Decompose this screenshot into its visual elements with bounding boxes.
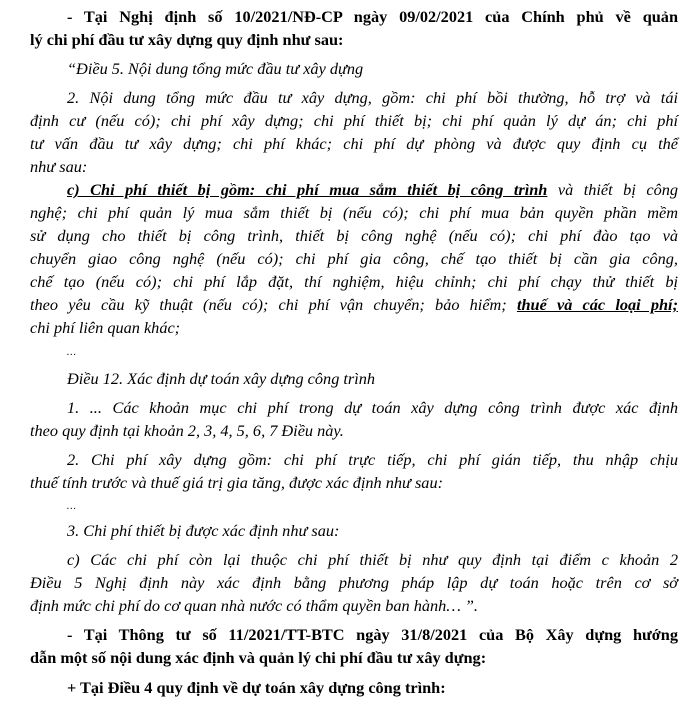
article-5-clause-2-line-1: 2. Nội dung tổng mức đầu tư xây dựng, gồm: chi phí bồi thường, hỗ trợ và tái (67, 88, 678, 107)
point-c-line-1 (67, 179, 678, 201)
point-c-line-5: chế tạo (nếu có); chi phí lắp đặt, thí nghiệm, hiệu chỉnh; chi phí chạy thử thiết bị (30, 272, 678, 291)
point-c-tax-emphasis: thuế và các loại phí; (516, 295, 679, 314)
point-c-line-7: chi phí liên quan khác; (30, 318, 181, 337)
ellipsis-2: … (67, 501, 76, 512)
point-c-line-2: nghệ; chi phí quản lý mua sắm thiết bị (nếu có); chi phí mua bản quyền phần mềm (30, 203, 678, 222)
article-5-clause-2-line-2: định cư (nếu có); chi phí xây dựng; chi phí thiết bị; chi phí quản lý dự án; chi phí (30, 111, 678, 130)
point-c-line-4: chuyển giao công nghệ (nếu có); chi phí gia công, chế tạo thiết bị cần gia công, (30, 249, 678, 268)
article-12-point-c-line-2: Điều 5 Nghị định này xác định bằng phương pháp lập dự toán hoặc trên cơ sở (30, 573, 678, 592)
para-nd10-line-1: - Tại Nghị định số 10/2021/NĐ-CP ngày 09/02/2021 của Chính phủ về quản (67, 7, 678, 26)
para-tt11-line-1: - Tại Thông tư số 11/2021/TT-BTC ngày 31/8/2021 của Bộ Xây dựng hướng (67, 625, 678, 644)
point-c-line-3: sử dụng cho thiết bị công trình, thiết bị công nghệ (nếu có); chi phí đào tạo và (30, 226, 678, 245)
article-5-title: “Điều 5. Nội dung tổng mức đầu tư xây dựng (67, 59, 364, 78)
article-12-title: Điều 12. Xác định dự toán xây dựng công trình (67, 369, 376, 388)
point-c-emphasis: c) Chi phí thiết bị gồm: chi phí mua sắm thiết bị công trình (67, 180, 548, 199)
article-5-clause-2-line-3: tư vấn đầu tư xây dựng; chi phí khác; chi phí dự phòng và được quy định cụ thể (30, 134, 678, 153)
article-12-point-c-line-3: định mức chi phí do cơ quan nhà nước có thẩm quyền ban hành… ”. (30, 596, 478, 615)
article-12-clause-2-line-1: 2. Chi phí xây dựng gồm: chi phí trực tiếp, chi phí gián tiếp, thu nhập chịu (67, 450, 678, 469)
ellipsis-1: … (67, 347, 76, 358)
para-article-4: + Tại Điều 4 quy định về dự toán xây dựng công trình: (67, 678, 446, 697)
article-12-clause-1-line-2: theo quy định tại khoản 2, 3, 4, 5, 6, 7 Điều này. (30, 421, 344, 440)
article-12-clause-2-line-2: thuế tính trước và thuế giá trị gia tăng, được xác định như sau: (30, 473, 444, 492)
article-5-clause-2-line-4: như sau: (30, 157, 88, 176)
para-tt11-line-2: dẫn một số nội dung xác định và quản lý chi phí đầu tư xây dựng: (30, 648, 487, 667)
article-12-point-c-line-1: c) Các chi phí còn lại thuộc chi phí thiết bị như quy định tại điểm c khoản 2 (67, 550, 678, 569)
article-12-clause-1-line-1: 1. ... Các khoản mục chi phí trong dự toán xây dựng công trình được xác định (67, 398, 678, 417)
article-12-clause-3: 3. Chi phí thiết bị được xác định như sau: (67, 521, 340, 540)
point-c-line-6-text: theo yêu cầu kỹ thuật (nếu có); chi phí vận chuyển; bảo hiểm; (30, 295, 517, 314)
para-nd10-line-2: lý chi phí đầu tư xây dựng quy định như sau: (30, 30, 344, 49)
point-c-line-1-rest: và thiết bị công (547, 180, 678, 199)
point-c-line-6 (30, 294, 678, 316)
